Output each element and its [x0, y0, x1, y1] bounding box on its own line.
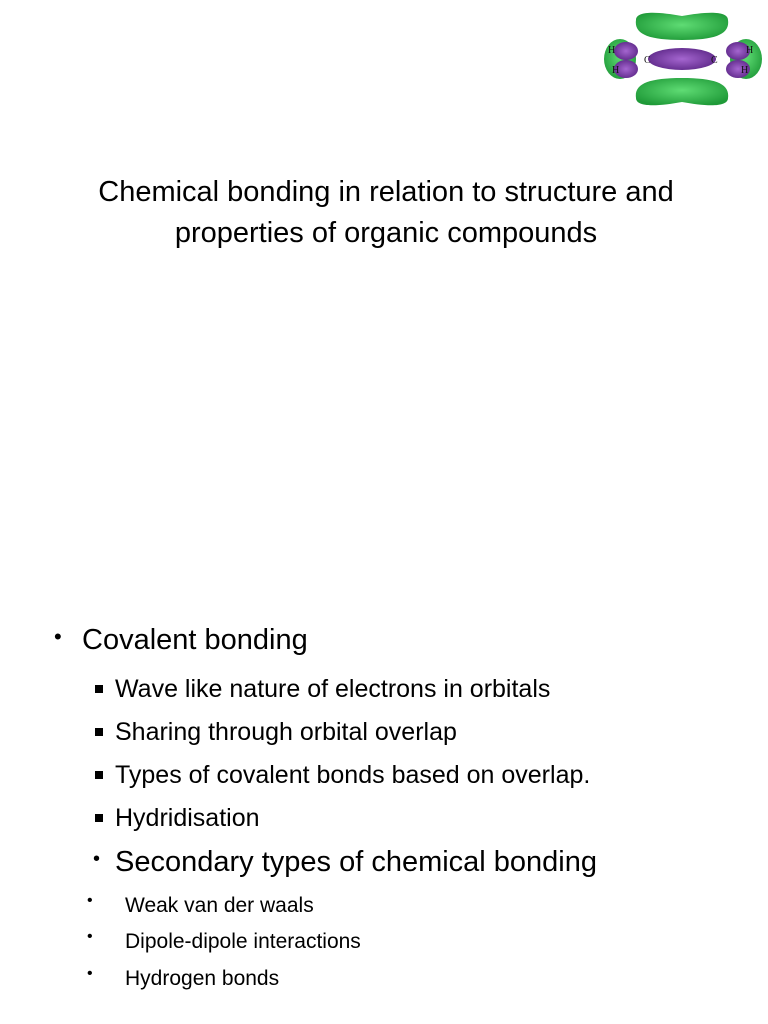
sub-bullet-text: Types of covalent bonds based on overlap.	[115, 761, 591, 789]
slide-title: Chemical bonding in relation to structure and properties of organic compounds	[98, 176, 674, 249]
bullet-text: Secondary types of chemical bonding	[115, 846, 598, 878]
atom-c2: C	[711, 55, 718, 66]
bullet-text: Covalent bonding	[82, 624, 308, 656]
ethylene-pi-orbital-icon	[600, 6, 765, 112]
atom-h3: H	[746, 45, 754, 56]
atom-h4: H	[741, 65, 749, 76]
sub-bullet-text: Wave like nature of electrons in orbitals	[115, 675, 551, 703]
pi-lobe-upper	[636, 13, 728, 40]
square-bullet-marker	[95, 771, 103, 779]
bullet-marker: •	[54, 624, 62, 649]
atom-c1: C	[644, 55, 651, 66]
bullet-marker: •	[87, 928, 93, 945]
atom-h1: H	[608, 45, 616, 56]
square-bullet-marker	[95, 728, 103, 736]
bullet-marker: •	[87, 965, 93, 982]
tertiary-bullet-text: Dipole-dipole interactions	[125, 930, 361, 953]
sigma-cc-bond	[648, 48, 716, 70]
square-bullet-marker	[95, 685, 103, 693]
square-bullet-marker	[95, 814, 103, 822]
atom-h2: H	[612, 65, 620, 76]
sub-bullet-text: Hydridisation	[115, 804, 260, 832]
tertiary-bullet-text: Hydrogen bonds	[125, 967, 280, 990]
sub-bullet-text: Sharing through orbital overlap	[115, 718, 457, 746]
sigma-ch-left-top	[614, 42, 638, 60]
bullet-marker: •	[93, 848, 101, 870]
bullet-marker: •	[87, 892, 93, 909]
tertiary-bullet-text: Weak van der waals	[125, 894, 314, 917]
pi-lobe-lower	[636, 78, 728, 105]
